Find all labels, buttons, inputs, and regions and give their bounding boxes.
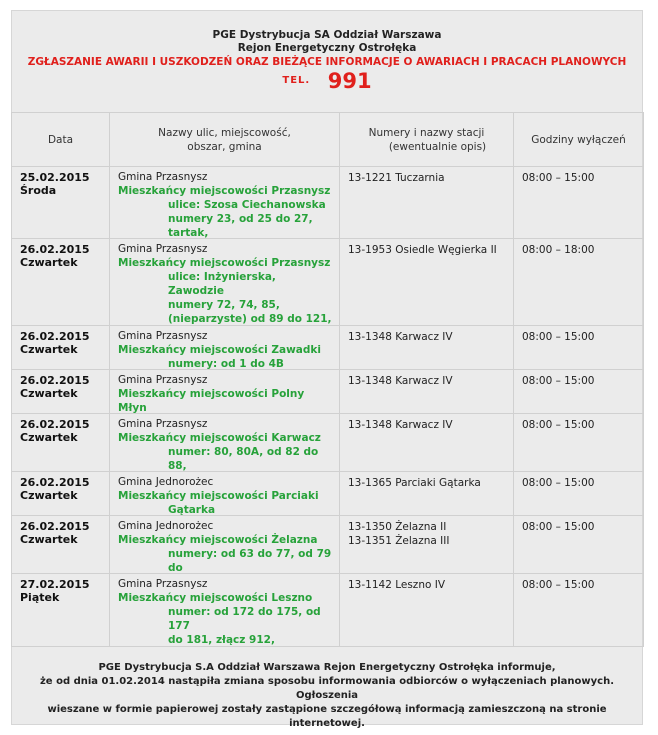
streets-cell	[110, 167, 340, 239]
area-description-line: numery 72, 74, 85,	[168, 299, 280, 311]
station-name: 13-1348 Karwacz IV	[348, 331, 453, 343]
date-cell	[12, 167, 110, 239]
outage-hours: 08:00 – 18:00	[522, 244, 595, 256]
area-description-line: numer: 80, 80A, od 82 do 88,	[168, 446, 319, 471]
hours-cell	[514, 472, 644, 516]
outage-hours: 08:00 – 15:00	[522, 172, 595, 184]
station-cell	[340, 370, 514, 414]
notice-heading: ZGŁASZANIE AWARII I USZKODZEŃ ORAZ BIEŻĄCE INFORMACJE O AWARIACH I PRACACH PLANOWYCH	[27, 56, 627, 68]
hours-cell	[514, 326, 644, 370]
gmina-name: Gmina Przasnysz	[118, 330, 208, 342]
outage-hours: 08:00 – 15:00	[522, 419, 595, 431]
area-description-line: Gątarka	[168, 504, 216, 515]
outage-date: 26.02.2015	[20, 418, 90, 431]
outage-hours: 08:00 – 15:00	[522, 375, 595, 387]
streets-cell	[110, 239, 340, 326]
gmina-name: Gmina Przasnysz	[118, 578, 208, 590]
station-cell	[340, 239, 514, 326]
area-description-line: ulice: Szosa Ciechanowska	[168, 199, 326, 211]
table-row	[12, 239, 644, 326]
station-cell	[340, 574, 514, 647]
footer-line-3: wieszane w formie papierowej zostały zastąpione szczegółową informacją zamieszczoną na stronie	[47, 704, 607, 715]
area-description-line: numer: od 172 do 175, od 177	[168, 606, 321, 632]
phone-line	[12, 69, 642, 93]
company-name: PGE Dystrybucja SA Oddział Warszawa	[212, 29, 442, 41]
col-streets-header: Nazwy ulic, miejscowość, obszar, gmina	[110, 113, 340, 167]
hours-cell	[514, 370, 644, 414]
outage-date: 25.02.2015	[20, 171, 90, 184]
table-row	[12, 414, 644, 472]
area-description-line: Mieszkańcy miejscowości Przasnysz	[118, 257, 331, 269]
table-header-row	[12, 113, 644, 167]
gmina-name: Gmina Jednorożec	[118, 476, 214, 488]
outage-weekday: Czwartek	[20, 256, 78, 269]
col-hours-header: Godziny wyłączeń	[514, 113, 644, 167]
outage-weekday: Piątek	[20, 591, 60, 604]
area-description-line: ulice: Inżynierska, Zawodzie	[168, 271, 276, 297]
phone-number: 991	[327, 69, 372, 93]
area-description-line: Mieszkańcy miejscowości Karwacz	[118, 432, 321, 444]
table-row	[12, 516, 644, 574]
date-cell	[12, 516, 110, 574]
streets-cell	[110, 516, 340, 574]
area-description-line: numery 23, od 25 do 27, tartak,	[168, 213, 313, 238]
date-cell	[12, 414, 110, 472]
table-row	[12, 167, 644, 239]
date-cell	[12, 472, 110, 516]
date-cell	[12, 574, 110, 647]
station-cell	[340, 414, 514, 472]
hours-cell	[514, 414, 644, 472]
outage-weekday: Czwartek	[20, 431, 78, 444]
table-row	[12, 472, 644, 516]
district-name: Rejon Energetyczny Ostrołęka	[237, 42, 417, 54]
hours-cell	[514, 167, 644, 239]
outage-table	[11, 112, 644, 647]
notice-header	[12, 11, 642, 112]
outage-date: 26.02.2015	[20, 243, 90, 256]
outage-date: 26.02.2015	[20, 520, 90, 533]
outage-weekday: Czwartek	[20, 343, 78, 356]
area-description-line: Mieszkańcy miejscowości Żelazna	[118, 534, 318, 546]
station-name: 13-1348 Karwacz IV	[348, 375, 453, 387]
station-name: 13-1221 Tuczarnia	[348, 172, 445, 184]
station-name: 13-1350 Żelazna II	[348, 521, 447, 533]
table-row	[12, 326, 644, 370]
gmina-name: Gmina Przasnysz	[118, 418, 208, 430]
outage-hours: 08:00 – 15:00	[522, 477, 595, 489]
streets-cell	[110, 574, 340, 647]
date-cell	[12, 370, 110, 414]
footer-line-1: PGE Dystrybucja S.A Oddział Warszawa Rejon Energetyczny Ostrołęka informuje,	[98, 662, 556, 673]
streets-cell	[110, 472, 340, 516]
streets-cell	[110, 370, 340, 414]
phone-label: TEL.	[282, 75, 311, 86]
table-row	[12, 574, 644, 647]
footer-line-2: że od dnia 01.02.2014 nastąpiła zmiana sposobu informowania odbiorców o wyłączeniach planowych. Ogłoszenia	[39, 676, 614, 701]
col-date-header: Data	[12, 113, 110, 167]
hours-cell	[514, 239, 644, 326]
area-description-line: Mieszkańcy miejscowości Leszno	[118, 592, 313, 604]
outage-hours: 08:00 – 15:00	[522, 579, 595, 591]
outage-weekday: Czwartek	[20, 387, 78, 400]
date-cell	[12, 239, 110, 326]
notice-footer	[12, 647, 642, 735]
table-row	[12, 370, 644, 414]
outage-weekday: Czwartek	[20, 489, 78, 502]
gmina-name: Gmina Przasnysz	[118, 171, 208, 183]
station-cell	[340, 516, 514, 574]
station-name: 13-1351 Żelazna III	[348, 535, 450, 547]
footer-line-4: internetowej.	[289, 718, 365, 729]
outage-date: 26.02.2015	[20, 374, 90, 387]
station-cell	[340, 167, 514, 239]
gmina-name: Gmina Przasnysz	[118, 243, 208, 255]
col-stations-header: Numery i nazwy stacji (ewentualnie opis)	[340, 113, 514, 167]
hours-cell	[514, 574, 644, 647]
outage-date: 26.02.2015	[20, 330, 90, 343]
outage-notice-panel	[11, 10, 643, 729]
station-name: 13-1365 Parciaki Gątarka	[348, 477, 481, 489]
station-name: 13-1953 Osiedle Węgierka II	[348, 244, 497, 256]
area-description-line: Mieszkańcy miejscowości Polny Młyn	[118, 388, 305, 413]
area-description-line: (nieparzyste) od 89 do 121,	[168, 313, 332, 325]
station-name: 13-1142 Leszno IV	[348, 579, 446, 591]
station-name: 13-1348 Karwacz IV	[348, 419, 453, 431]
area-description-line: numery: od 1 do 4B	[168, 358, 284, 369]
outage-hours: 08:00 – 15:00	[522, 331, 595, 343]
outage-hours: 08:00 – 15:00	[522, 521, 595, 533]
outage-weekday: Czwartek	[20, 533, 78, 546]
streets-cell	[110, 414, 340, 472]
outage-weekday: Środa	[20, 184, 57, 197]
area-description-line: do 181, złącz 912,	[168, 634, 275, 646]
area-description-line: Mieszkańcy miejscowości Zawadki	[118, 344, 321, 356]
area-description-line: Mieszkańcy miejscowości Przasnysz	[118, 185, 331, 197]
gmina-name: Gmina Jednorożec	[118, 520, 214, 532]
hours-cell	[514, 516, 644, 574]
date-cell	[12, 326, 110, 370]
station-cell	[340, 326, 514, 370]
outage-date: 27.02.2015	[20, 578, 90, 591]
area-description-line: Mieszkańcy miejscowości Parciaki	[118, 490, 319, 502]
outage-date: 26.02.2015	[20, 476, 90, 489]
area-description-line: numery: od 63 do 77, od 79 do	[168, 548, 332, 573]
streets-cell	[110, 326, 340, 370]
station-cell	[340, 472, 514, 516]
gmina-name: Gmina Przasnysz	[118, 374, 208, 386]
